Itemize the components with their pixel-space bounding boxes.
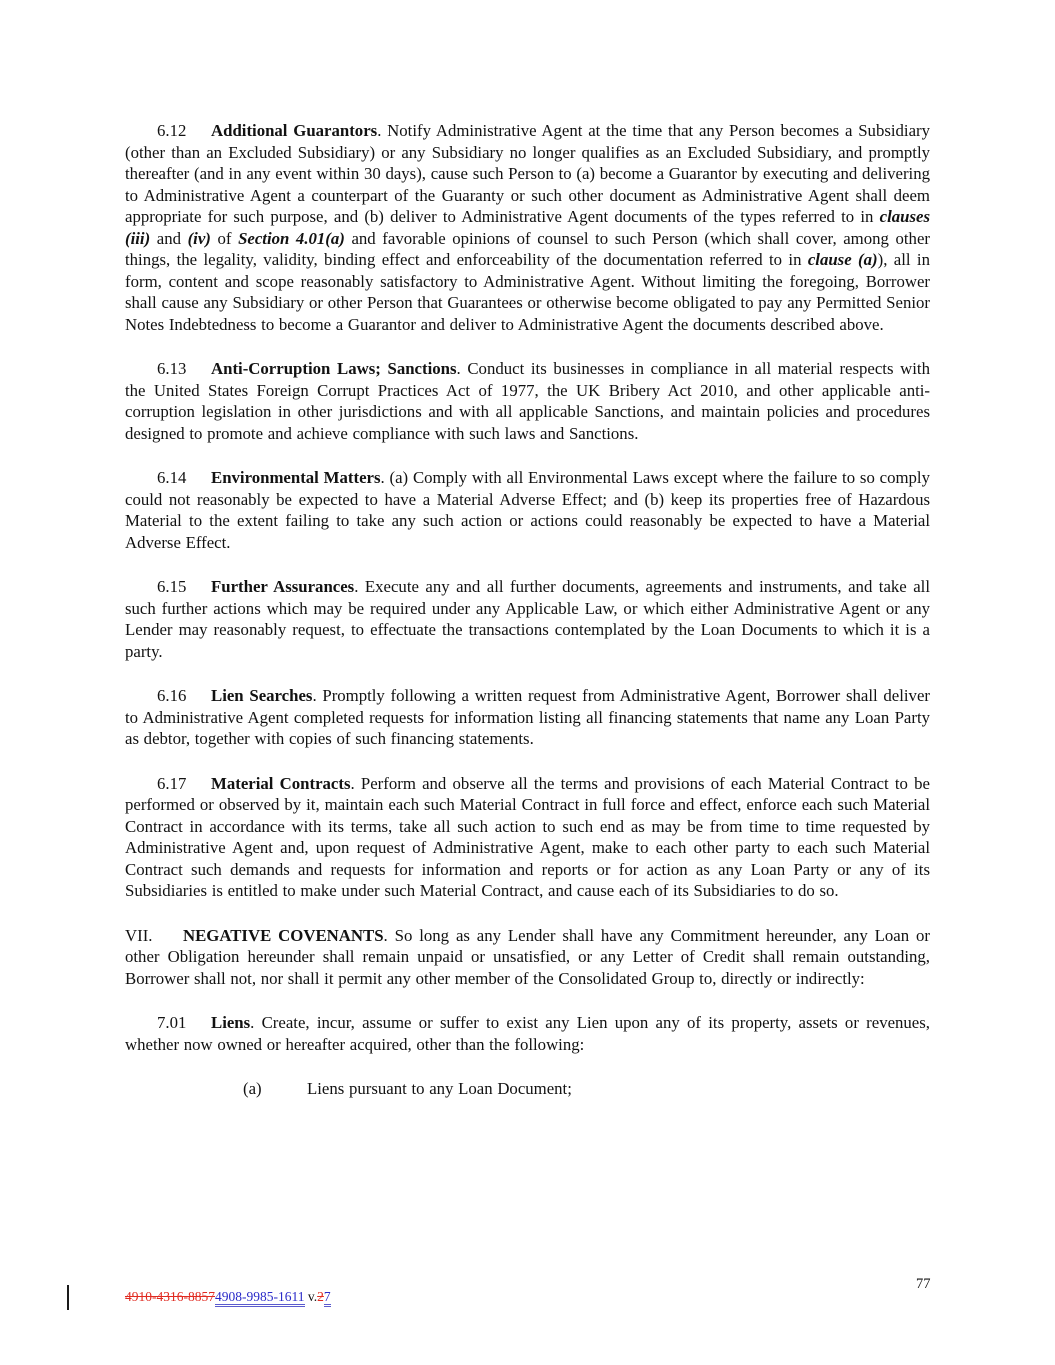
page-number: 77 — [916, 1276, 931, 1292]
text-segment: NEGATIVE COVENANTS — [183, 925, 384, 945]
text-segment: . Create, incur, assume or suffer to exist any Lien upon any of its property, assets or revenues, whether now owned or hereafter acquired, other than the following: — [125, 1013, 930, 1054]
text-segment: . So long as any Lender shall have any Commitment hereunder, any Loan or other Obligation hereunder shall remain unpaid or unsatisfied, or any Letter of Credit shall remain outstanding, Borrower shall not, nor shall it permit any other member of the Consolidated Group to, directly or indirectly: — [125, 925, 930, 988]
text-segment: . Conduct its businesses in compliance in all material respects with the United States Foreign Corrupt Practices Act of 1977, the UK Bribery Act 2010, and other applicable anti-corruption legislation in other jurisdictions and with all applicable Sanctions, and maintain policies and procedures designed to promote and achieve compliance with such laws and Sanctions. — [125, 359, 930, 443]
text-segment: clauses (iii) — [125, 207, 930, 248]
footer-version-prefix: v. — [304, 1289, 318, 1304]
footer-deleted-version: 2 — [317, 1289, 324, 1304]
section-number: 7.01 — [157, 1013, 187, 1032]
text-segment: . Execute any and all further documents, agreements and instruments, and take all such further actions which may be required under any Applicable Law, or which either Administrative Agent or any Lender may reasonably request, to effectuate the transactions contemplated by the Loan Documents to which it is a party. — [125, 577, 930, 661]
footer-deleted-doc-id: 4910-4316-8857 — [125, 1289, 215, 1304]
footer-inserted-version: 7 — [324, 1289, 331, 1307]
text-segment: . Promptly following a written request from Administrative Agent, Borrower shall deliver to Administrative Agent completed requests for information listing all financing statements that name any Loan Party as debtor, together with copies of such financing statements. — [125, 686, 930, 748]
footer-inserted-doc-id: 4908-9985-1611 — [215, 1289, 305, 1307]
section-number: (a) — [243, 1079, 262, 1098]
text-segment: and favorable opinions of counsel to such Person (which shall cover, among other things, the legality, validity, binding effect and enforceability of the documentation referred to in — [125, 228, 930, 269]
text-segment: . Notify Administrative Agent at the time that any Person becomes a Subsidiary (other than an Excluded Subsidiary) or any Subsidiary no longer qualifies as an Excluded Subsidiary, and promptly thereafter (and in any event within 30 days), cause such Person to (a) become a Guarantor by executing and delivering to Administrative Agent a counterpart of the Guaranty or such other document as Administrative Agent shall deem appropriate for such purpose, and (b) deliver to Administrative Agent documents of the types referred to in — [125, 121, 931, 226]
section-number: 6.17 — [157, 773, 187, 793]
footer-document-id — [125, 1288, 331, 1305]
text-segment: . (a) Comply with all Environmental Laws except where the failure to so comply could not reasonably be expected to have a Material Adverse Effect; and (b) keep its properties free of Hazardous Material to the extent failing to take any such action or actions could reasonably be expected to have a Material Adverse Effect. — [125, 468, 930, 552]
text-segment: Lien Searches — [211, 686, 313, 705]
section-number: VII. — [125, 925, 153, 945]
paragraph-6-12 — [125, 120, 930, 335]
section-number: 6.14 — [157, 468, 187, 487]
document-body — [125, 120, 930, 1100]
text-segment: ), all in form, content and scope reasonably satisfactory to Administrative Agent. Without limiting the foregoing, Borrower shall cause any Subsidiary or other Person that Guarantees or otherwise become obligated to pay any Permitted Senior Notes Indebtedness to become a Guarantor and deliver to Administrative Agent the documents described above. — [125, 250, 930, 334]
paragraph-6-16 — [125, 685, 930, 750]
paragraph-6-15 — [125, 576, 930, 662]
section-number: 6.15 — [157, 577, 187, 596]
text-segment: Additional Guarantors — [211, 121, 378, 140]
section-number: 6.13 — [157, 359, 187, 378]
paragraph-subclause-a — [243, 1078, 930, 1100]
text-segment: Further Assurances — [211, 577, 355, 596]
text-segment: clause (a) — [807, 250, 878, 269]
paragraph-6-13 — [125, 358, 930, 444]
margin-change-bar — [67, 1285, 69, 1310]
text-segment: and — [150, 228, 188, 248]
text-segment: . Perform and observe all the terms and provisions of each Material Contract to be performed or observed by it, maintain each such Material Contract in full force and effect, enforce each such Material Contract in accordance with its terms, take all such action to such end as may be from time to time requested by Administrative Agent and, upon request of Administrative Agent, make to each other party to each such Material Contract such demands and requests for information and reports or for action as any Loan Party or any of its Subsidiaries is entitled to make under such Material Contract, and cause each of its Subsidiaries to do so. — [125, 773, 930, 900]
paragraph-6-17 — [125, 773, 930, 902]
paragraph-6-14 — [125, 467, 930, 553]
section-number: 6.16 — [157, 686, 187, 705]
text-segment: Anti-Corruption Laws; Sanctions — [211, 359, 457, 378]
text-segment: Liens pursuant to any Loan Document; — [307, 1079, 572, 1098]
text-segment: of — [210, 228, 239, 248]
text-segment: Environmental Matters — [211, 468, 381, 487]
text-segment: (iv) — [187, 228, 211, 248]
section-number: 6.12 — [157, 121, 187, 140]
text-segment: Material Contracts — [211, 773, 351, 793]
text-segment: Liens — [211, 1013, 251, 1032]
paragraph-article-vii — [125, 925, 930, 990]
text-segment: Section 4.01(a) — [238, 228, 345, 248]
paragraph-7-01 — [125, 1012, 930, 1055]
